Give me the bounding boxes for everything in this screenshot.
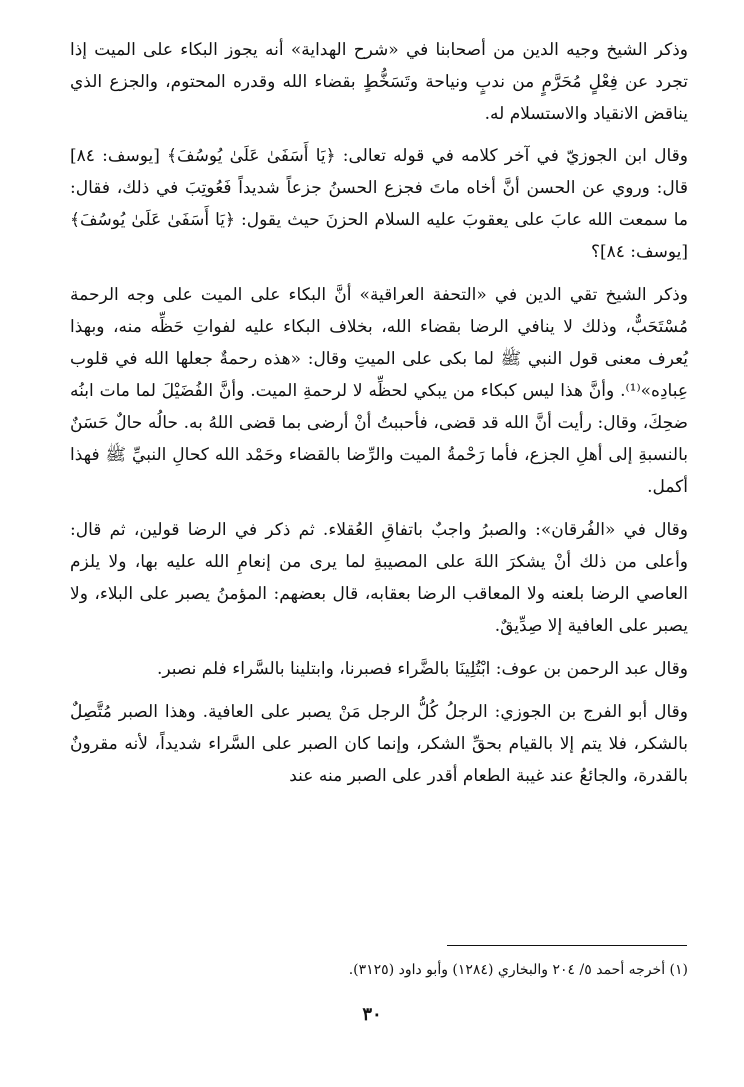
- page-number: ٣٠: [362, 1004, 382, 1025]
- paragraph-1: وذكر الشيخ وجيه الدين من أصحابنا في «شرح الهداية» أنه يجوز البكاء على الميت إذا تجرد عن فِعْلٍ مُحَرَّمٍ من ندبٍ ونياحة وتَسَخُّطٍ بقضاء الله وقدره المحتوم، والجزع الذي يناقض الانقياد والاستسلام له.: [70, 40, 688, 124]
- footnote: (١) أخرجه أحمد ٥/ ٢٠٤ والبخاري (١٢٨٤) وأبو داود (٣١٢٥).: [348, 962, 688, 978]
- paragraph-3: وذكر الشيخ تقي الدين في «التحفة العراقية» أنَّ البكاء على الميت على وجه الرحمة مُسْتَحَبٌّ، وذلك لا ينافي الرضا بقضاء الله، بخلاف البكاء عليه لفواتِ حَظِّه منه، وبهذا يُعرف معنى قول النبي ﷺ لما بكى على الميتِ وقال: «هذه رحمةٌ جعلها الله في قلوب عِبادِه»⁽¹⁾. وأنَّ هذا ليس كبكاء من يبكي لحظِّه لا لرحمةِ الميت. وأنَّ الفُضَيْلَ لما مات ابنُه ضحِكَ، وقال: رأيت أنَّ الله قد قضى، فأحببتُ أنْ أرضى بما قضى اللهُ به. حالُه حالٌ حَسَنٌ بالنسبةِ إلى أهلِ الجزع، فأما رَحْمةُ الميت والرِّضا بالقضاء وحَمْد الله كحالِ النبيِّ ﷺ فهذا أكمل.: [70, 285, 688, 497]
- page-body: [70, 34, 688, 803]
- footnote-divider: [447, 945, 687, 946]
- paragraph-5: وقال عبد الرحمن بن عوف: ابْتُلِينَا بالضَّراء فصبرنا، وابتلينا بالسَّراء فلم نصبر.: [156, 659, 688, 679]
- paragraph-4: وقال في «الفُرقان»: والصبرُ واجبٌ باتفاقِ العُقلاء. ثم ذكر في الرضا قولين، ثم قال: وأعلى من ذلك أنْ يشكرَ اللهَ على المصيبةِ لما يرى من إنعامِ الله عليه بها، ولا يلزم العاصي الرضا بلعنه ولا المعاقب الرضا بعقابه، قال بعضهم: المؤمنُ يصبر على البلاء، ولا يصبر على العافية إلا صِدِّيقٌ.: [70, 520, 688, 636]
- paragraph-6: وقال أبو الفرج بن الجوزي: الرجلُ كُلُّ الرجل مَنْ يصبر على العافية. وهذا الصبر مُتَّصِلٌ بالشكر، فلا يتم إلا بالقيام بحقِّ الشكر، وإنما كان الصبر على السَّراء شديداً، لأنه مقرونٌ بالقدرة، والجائعُ عند غيبة الطعام أقدر على الصبر منه عند: [70, 702, 688, 786]
- paragraph-2: وقال ابن الجوزيّ في آخر كلامه في قوله تعالى: ﴿يَا أَسَفَىٰ عَلَىٰ يُوسُفَ﴾ [يوسف: ٨٤] قال: وروي عن الحسن أنَّ أخاه ماتَ فجزع الحسنُ جزعاً شديداً فَعُوتِبَ في ذلك، فقال: ما سمعت الله عابَ على يعقوبَ عليه السلام الحزنَ حيث يقول: ﴿يَا أَسَفَىٰ عَلَىٰ يُوسُفَ﴾ [يوسف: ٨٤]؟: [70, 146, 688, 262]
